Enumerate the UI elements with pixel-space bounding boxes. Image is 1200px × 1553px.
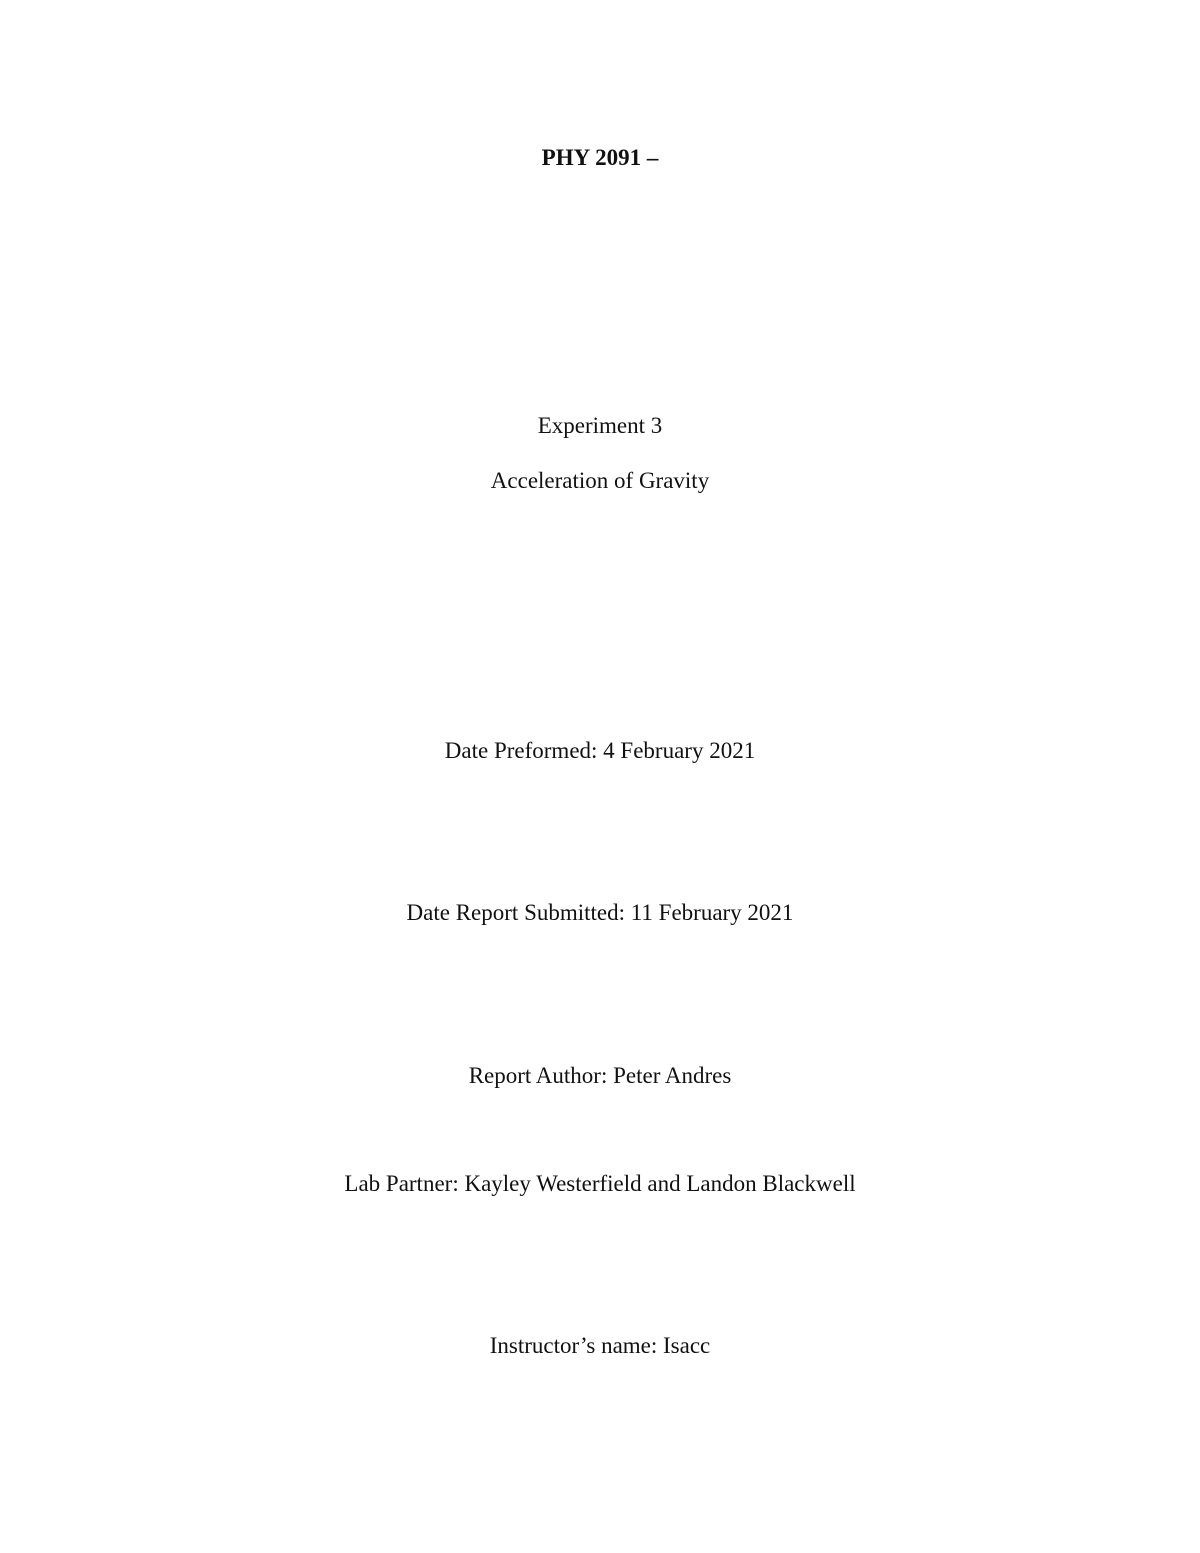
date-submitted: Date Report Submitted: 11 February 2021: [406, 900, 794, 925]
experiment-title: Acceleration of Gravity: [490, 468, 710, 493]
lab-partners: Lab Partner: Kayley Westerfield and Landon Blackwell: [344, 1171, 856, 1196]
instructor-name: Instructor’s name: Isacc: [489, 1333, 711, 1358]
date-performed: Date Preformed: 4 February 2021: [444, 738, 756, 763]
course-heading: PHY 2091 –: [541, 145, 659, 170]
experiment-number: Experiment 3: [537, 413, 663, 438]
report-author: Report Author: Peter Andres: [468, 1063, 732, 1088]
